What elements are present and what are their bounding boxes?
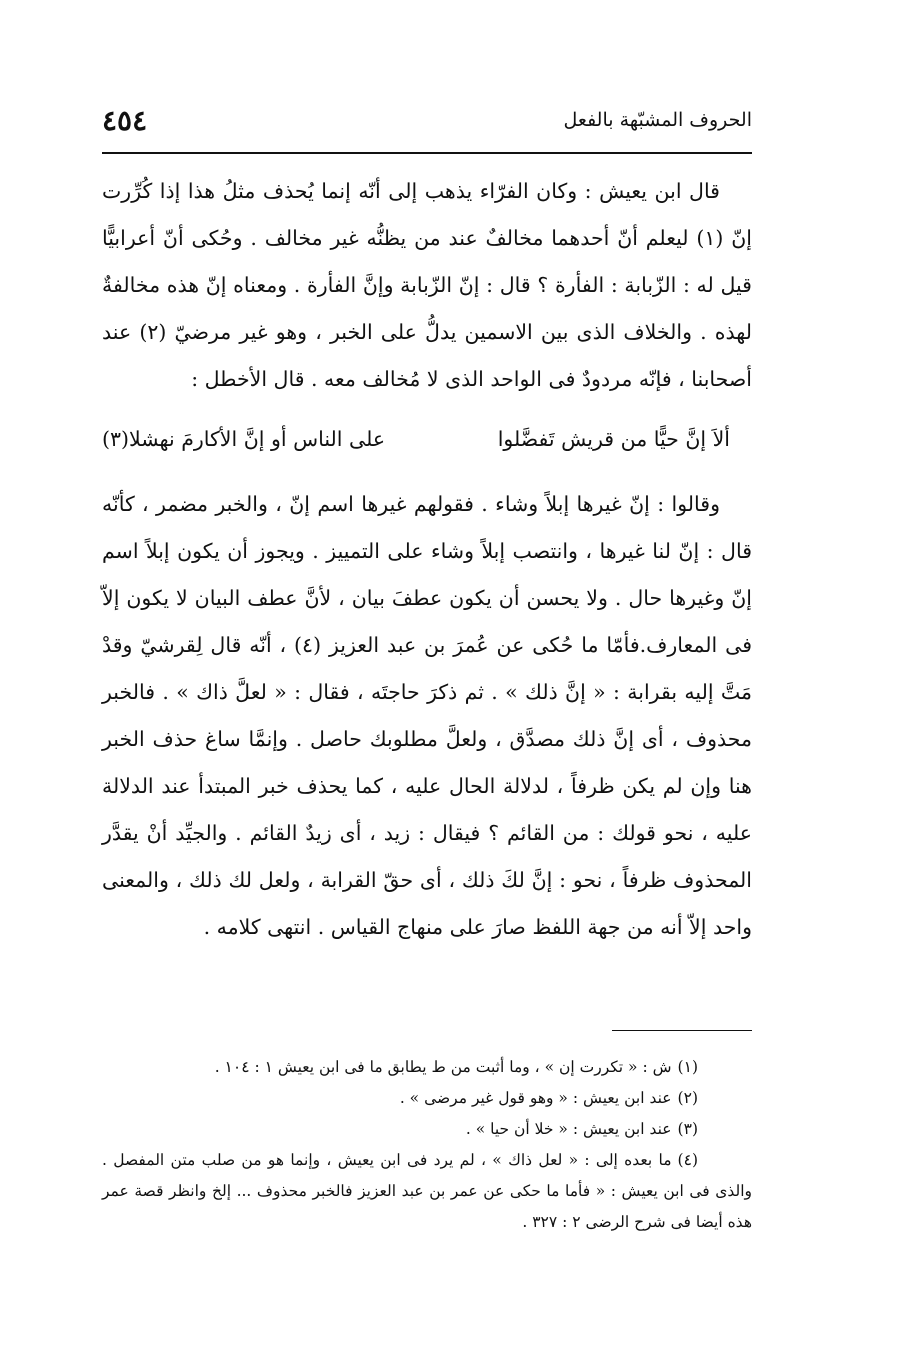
footnote-text: ما بعده إلى : « لعل ذاك » ، لم يرد فى ابن يعيش ، وإنما هو من صلب متن المفصل . والذى فى ابن يعيش : « فأما ما حكى عن عمر بن عبد العزيز فالخبر محذوف ... إلخ وانظر قصة عمر هذه أيضا فى شرح الرضى ٢ : ٣٢٧ . [102, 1151, 752, 1231]
page-number: ٤٥٤ [102, 103, 148, 137]
footnote-text: عند ابن يعيش : « وهو قول غير مرضى » . [399, 1089, 672, 1107]
footnote-number: (٣) [677, 1120, 698, 1138]
verse-second-hemistich: على الناس أو إنَّ الأكارمَ نهشلا(٣) [102, 427, 386, 451]
verse-first-hemistich: ألاَ إنَّ حيًّا من قريش تَفضَّلوا [497, 427, 730, 451]
header-rule [102, 152, 752, 154]
running-title: الحروف المشبّهة بالفعل [563, 109, 752, 131]
footnote-3 [102, 1114, 752, 1145]
footnote-4 [102, 1145, 752, 1238]
paragraph-2: وقالوا : إنّ غيرها إبلاً وشاء . فقولهم غيرها اسم إنّ ، والخبر مضمر ، كأنّه قال : إنّ لنا غيرها ، وانتصب إبلاً وشاء على التمييز . ويجوز أن يكون إبلاً اسم إنّ وغيرها حال . ولا يحسن أن يكون عطفَ بيان ، لأنَّ عطف البيان لا يكون إلاّ فى المعارف.فأمّا ما حُكى عن عُمرَ بن عبد العزيز (٤) ، أنّه قال لِقرشيّ وقدْ مَتَّ إليه بقرابة : « إنَّ ذلك » . ثم ذكرَ حاجتَه ، فقال : « لعلَّ ذاك » . فالخبر محذوف ، أى إنَّ ذلك مصدَّق ، ولعلَّ مطلوبك حاصل . وإنمَّا ساغ حذف الخبر هنا وإن لم يكن ظرفاً ، لدلالة الحال عليه ، كما يحذف خبر المبتدأ عند الدلالة عليه ، نحو قولك : من القائم ؟ فيقال : زيد ، أى زيدٌ القائم . والجيِّد أنْ يقدَّر المحذوف ظرفاً ، نحو : إنَّ لكَ ذلك ، أى حقّ القرابة ، ولعل لك ذلك ، والمعنى واحد إلاّ أنه من جهة اللفظ صارَ على منهاج القياس . انتهى كلامه . [102, 492, 752, 939]
paragraph-1: قال ابن يعيش : وكان الفرّاء يذهب إلى أنّه إنما يُحذف مثلُ هذا إذا كُرِّرت إنّ (١) ليعلم أنّ أحدهما مخالفٌ عند من يظنُّه غير مخالف . وحُكى أنّ أعرابيًّا قيل له : الزّبابة : الفأرة ؟ قال : إنّ الزّبابة وإنَّ الفأرة . ومعناه إنّ هذه مخالفةٌ لهذه . والخلاف الذى بين الاسمين يدلُّ على الخبر ، وهو غير مرضيّ (٢) عند أصحابنا ، فإنّه مردودٌ فى الواحد الذى لا مُخالف معه . قال الأخطل : [102, 179, 752, 391]
footnote-text: عند ابن يعيش : « خلا أن حيا » . [465, 1120, 672, 1138]
page-header [102, 100, 752, 140]
footnote-2 [102, 1083, 752, 1114]
footnote-number: (٢) [677, 1089, 698, 1107]
footnote-number: (٤) [677, 1151, 698, 1169]
footnotes [102, 1052, 752, 1238]
main-text [102, 168, 752, 951]
footnote-rule [612, 1030, 752, 1031]
verse-line [102, 407, 752, 471]
footnote-text: ش : « تكررت إن » ، وما أثبت من ط يطابق ما فى ابن يعيش ١ : ١٠٤ . [214, 1058, 672, 1076]
footnote-1 [102, 1052, 752, 1083]
footnote-number: (١) [677, 1058, 698, 1076]
